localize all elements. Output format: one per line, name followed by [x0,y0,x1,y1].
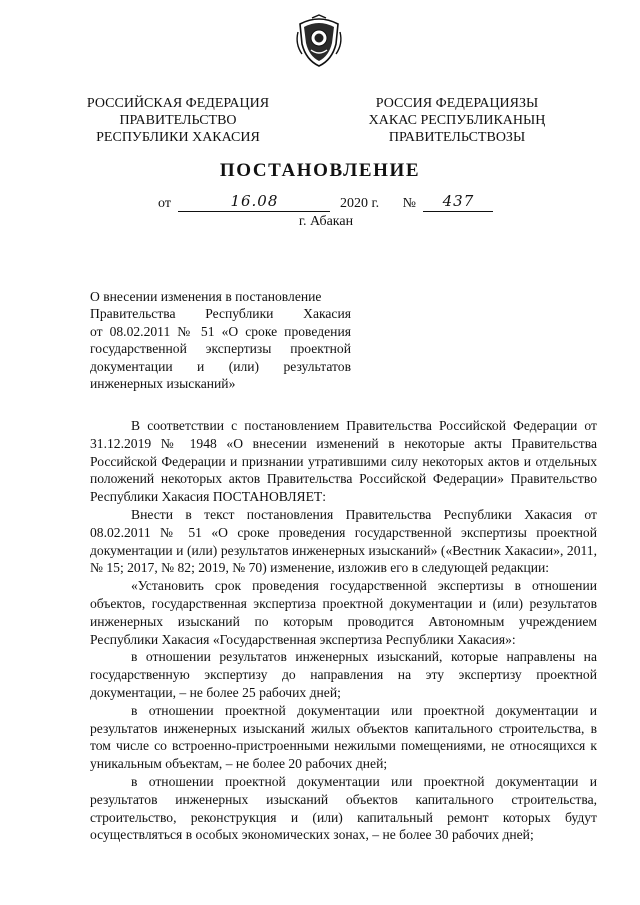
coat-of-arms-emblem-icon [294,14,344,68]
body-paragraph: в отношении проектной документации или проектной документации и результатов инженерных изысканий жилых объектов капитального строительства, в том числе со встроенно-пристроенными нежилыми помещениями, не относящихся к уникальным объектам, – не более 20 рабочих дней; [90,702,597,772]
subject-line: государственной экспертизы проектной [90,341,351,357]
from-label: от [158,196,171,211]
header-right-line: ПРАВИТЕЛЬСТВОЗЫ [388,130,526,145]
document-title: ПОСТАНОВЛЕНИЕ [219,160,421,181]
year-text: 2020 г. [339,196,380,211]
header-right-block [352,95,562,146]
subject-line: Правительства Республики Хакасия [90,306,351,322]
header-left-block [78,95,278,146]
subject-line: от 08.02.2011 № 51 «О сроке проведения [90,323,351,339]
handwritten-date: 16.08 [230,192,279,210]
body-paragraph: В соответствии с постановлением Правительства Российской Федерации от 31.12.2019 № 1948 «О внесении изменений в некоторые акты Правительства Российской Федерации и признании утратившими силу некоторых актов и отдельных положений некоторых актов Правительства Российской Федерации» Правительство Республики Хакасия ПОСТАНОВЛЯЕТ: [90,418,597,505]
body-paragraph: в отношении результатов инженерных изысканий, которые направлены на государственную экспертизу до направления на эту экспертизу проектной документации, – не более 25 рабочих дней; [90,649,597,700]
subject-line: документации и (или) результатов [90,358,351,374]
document-body [90,417,597,844]
date-number-line [158,194,493,214]
header-left-line: РЕСПУБЛИКИ ХАКАСИЯ [96,130,260,145]
subject-block [90,288,351,392]
header-right-line: ХАКАС РЕСПУБЛИКАНЫҢ [368,113,546,128]
header-right-line: РОССИЯ ФЕДЕРАЦИЯЗЫ [375,96,539,111]
date-field [178,194,330,212]
body-paragraph: «Установить срок проведения государственной экспертизы в отношении объектов, государственная экспертиза проектной документации и (или) результатов инженерных изысканий по которым проводится Автономным учреждением Республики Хакасия «Государственная экспертиза Республики Хакасия»: [90,578,597,647]
body-paragraph: Внести в текст постановления Правительства Республики Хакасия от 08.02.2011 № 51 «О сроке проведения государственной экспертизы проектной документации и (или) результатов инженерных изысканий» («Вестник Хакасии», 2011, № 15; 2017, № 82; 2019, № 70) изменение, изложив его в следующей редакции: [90,506,597,576]
handwritten-number: 437 [442,192,475,210]
body-paragraph: в отношении проектной документации или проектной документации и результатов инженерных изысканий объектов капитального строительства, строительство, реконструкция и (или) капитальный ремонт которых будут осуществляться в особых экономических зонах, – не более 30 рабочих дней; [90,773,597,843]
number-label: № [402,196,416,211]
subject-line: инженерных изысканий» [90,376,236,392]
header-left-line: ПРАВИТЕЛЬСТВО [119,113,237,128]
header-left-line: РОССИЙСКАЯ ФЕДЕРАЦИЯ [86,96,270,111]
city-line: г. Абакан [298,214,354,229]
number-field [423,194,493,212]
subject-line: О внесении изменения в постановление [90,289,322,304]
